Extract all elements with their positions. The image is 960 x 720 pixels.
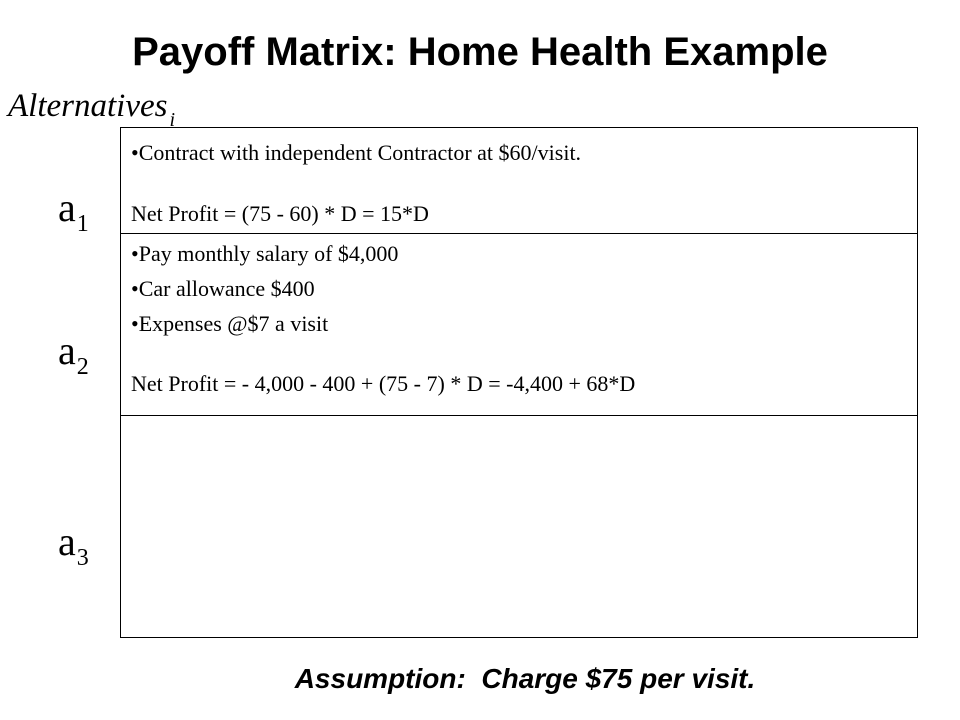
payoff-matrix — [120, 127, 918, 638]
alternative-symbol: a — [58, 328, 76, 373]
row-a2-net-profit: Net Profit = - 4,000 - 400 + (75 - 7) * D = -4,400 + 68*D — [131, 371, 636, 396]
alternative-index: 1 — [76, 211, 89, 237]
matrix-row-a2 — [121, 234, 917, 416]
alternative-label-a1 — [58, 186, 89, 236]
row-a1-line: •Contract with independent Contractor at $60/visit. — [131, 140, 582, 165]
alternatives-heading — [8, 86, 175, 130]
alternative-label-a2 — [58, 329, 89, 379]
alternative-index: 2 — [76, 354, 89, 380]
row-a2-line: •Pay monthly salary of $4,000 — [131, 241, 399, 266]
page-title: Payoff Matrix: Home Health Example — [132, 30, 828, 74]
assumption-note: Assumption: Charge $75 per visit. — [294, 663, 756, 694]
row-a2-line: •Expenses @$7 a visit — [131, 311, 329, 336]
row-a2-line: •Car allowance $400 — [131, 276, 315, 301]
alternatives-heading-subscript: i — [169, 109, 176, 131]
alternatives-heading-text: Alternatives — [8, 88, 168, 124]
alternative-symbol: a — [58, 519, 76, 564]
alternative-label-a3 — [58, 520, 89, 570]
matrix-row-a1 — [121, 128, 917, 234]
matrix-row-a3 — [121, 416, 917, 637]
alternative-index: 3 — [76, 545, 89, 571]
row-a1-net-profit: Net Profit = (75 - 60) * D = 15*D — [131, 201, 429, 226]
alternative-symbol: a — [58, 185, 76, 230]
